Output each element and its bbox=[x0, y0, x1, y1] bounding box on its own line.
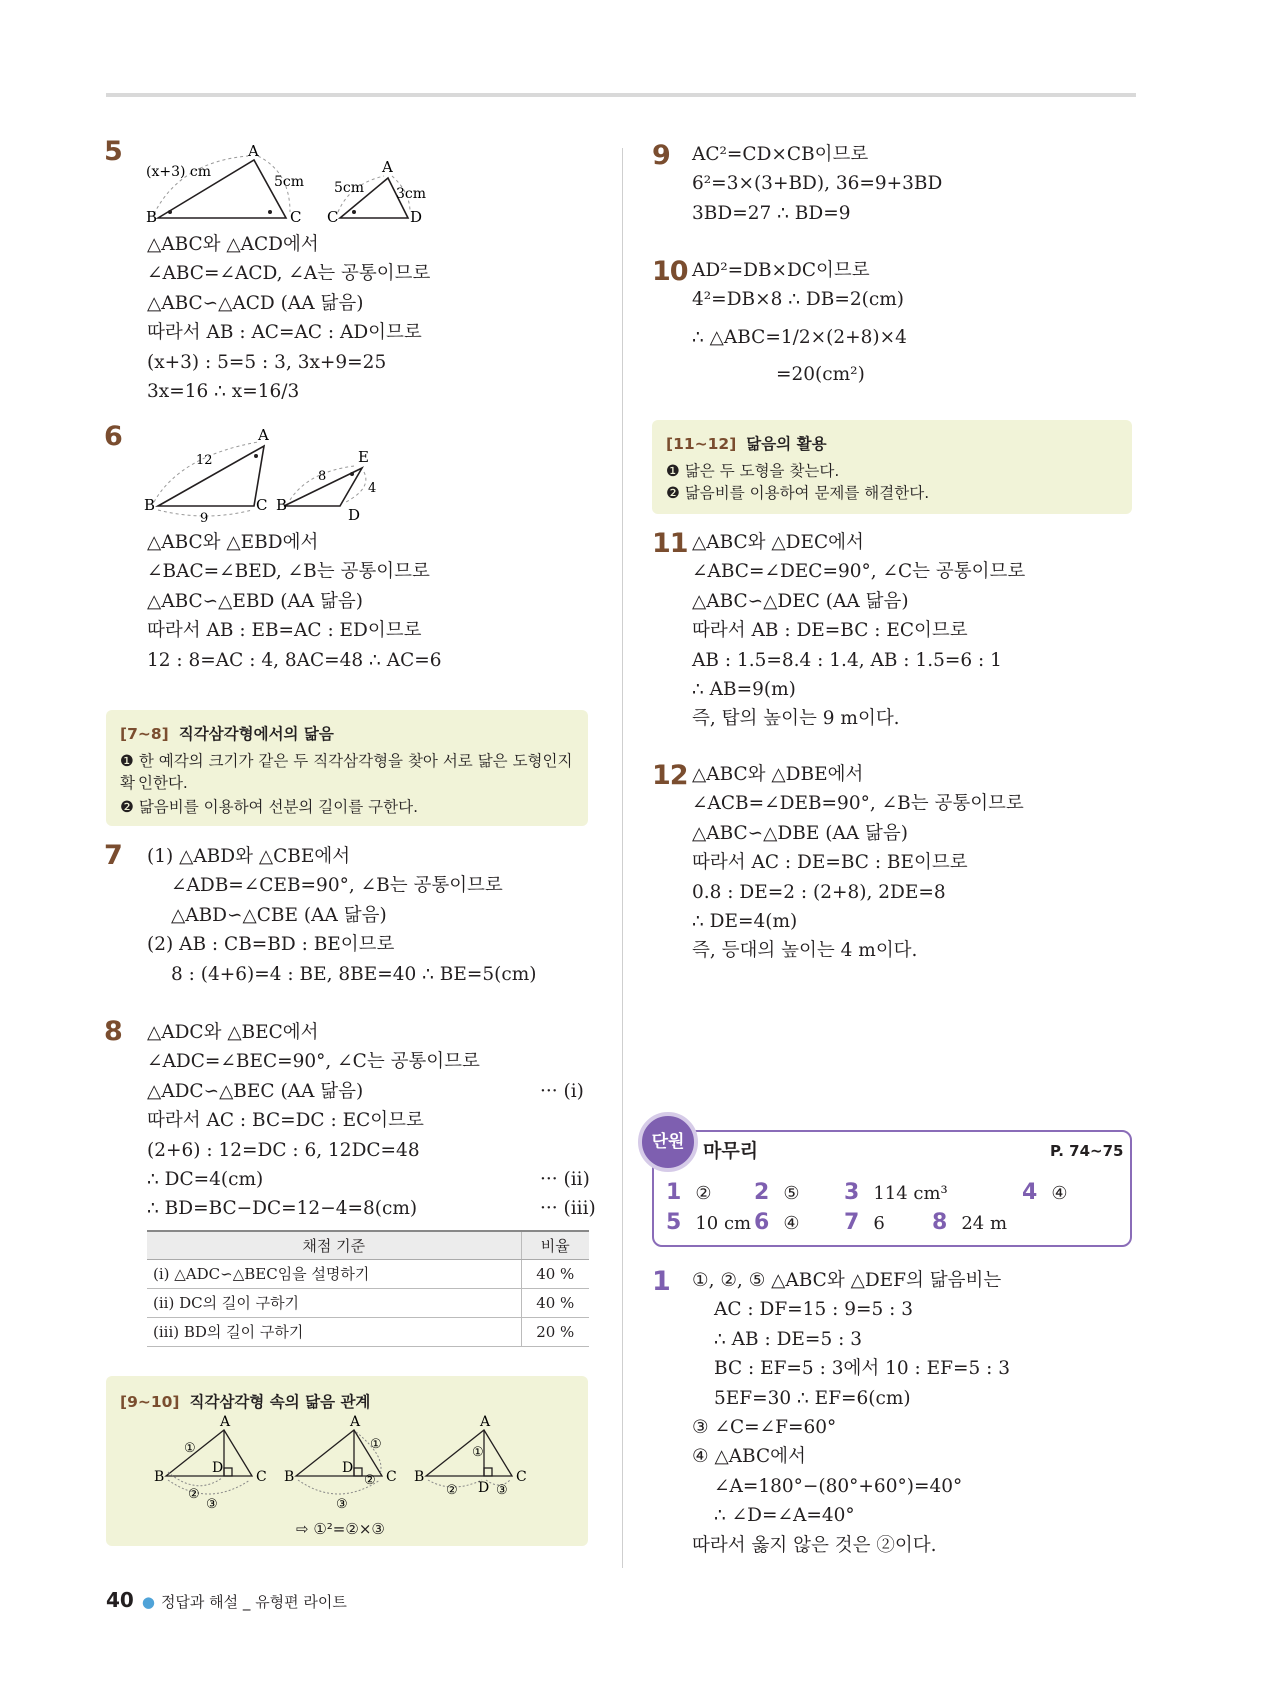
label-D: D bbox=[212, 1460, 224, 1476]
relation-formula: ⇨ ①²=②×③ bbox=[296, 1520, 385, 1538]
solution-line: 3BD=27 ∴ BD=9 bbox=[692, 202, 851, 224]
solution-line: AD²=DB×DC이므로 bbox=[692, 260, 870, 281]
solution-line: ∠ABC=∠DEC=90°, ∠C는 공통이므로 bbox=[692, 561, 1026, 583]
table-cell: (iii) BD의 길이 구하기 bbox=[147, 1317, 521, 1346]
solution-line: 8 : (4+6)=4 : BE, 8BE=40 ∴ BE=5(cm) bbox=[171, 963, 537, 985]
solution-line: △ABC와 △DEC에서 bbox=[692, 532, 864, 553]
label-B: B bbox=[144, 496, 156, 514]
problem-number-11: 11 bbox=[652, 528, 688, 559]
label-C: C bbox=[256, 496, 268, 514]
table-cell: 40 % bbox=[521, 1259, 589, 1288]
column-divider bbox=[622, 148, 623, 1568]
solution-line: 따라서 AC : DE=BC : BE이므로 bbox=[692, 852, 968, 874]
table-cell: 40 % bbox=[521, 1288, 589, 1317]
angle-mark bbox=[268, 210, 272, 214]
solution-line: △ADC와 △BEC에서 bbox=[147, 1022, 319, 1043]
q6-solution bbox=[147, 528, 442, 675]
q9-solution bbox=[692, 140, 942, 228]
label-D: D bbox=[478, 1480, 490, 1496]
tip-item: ❷ 닮음비를 이용하여 선분의 길이를 구한다. bbox=[120, 798, 418, 816]
problem-number-8: 8 bbox=[104, 1016, 122, 1047]
solution-line: ∴ ∠D=∠A=40° bbox=[714, 1505, 855, 1527]
right-triangle-diagrams bbox=[146, 1416, 566, 1516]
answer-item: 8 24 m bbox=[932, 1210, 1008, 1235]
answer-item: 3 114 cm³ bbox=[844, 1180, 948, 1205]
q5-solution bbox=[147, 230, 430, 406]
problem-number-6: 6 bbox=[104, 421, 122, 452]
label-C: C bbox=[386, 1469, 397, 1485]
solution-line: (2) AB : CB=BD : BE이므로 bbox=[147, 934, 395, 956]
solution-line: (x+3) : 5=5 : 3, 3x+9=25 bbox=[147, 351, 387, 373]
answer-item: 7 6 bbox=[844, 1210, 885, 1235]
angle-mark bbox=[350, 472, 354, 476]
unit-badge: 단원 bbox=[638, 1112, 698, 1172]
solution-line: △ABC∽△EBD (AA 닮음) bbox=[147, 590, 363, 612]
q11-solution bbox=[692, 528, 1025, 734]
side-label: 5cm bbox=[334, 180, 365, 196]
solution-line: (2+6) : 12=DC : 6, 12DC=48 bbox=[147, 1139, 420, 1161]
step-mark-i: ··· (i) bbox=[540, 1081, 584, 1102]
label-B: B bbox=[276, 496, 288, 514]
solution-line: AC : DF=15 : 9=5 : 3 bbox=[714, 1299, 914, 1321]
answer-item: 2 ⑤ bbox=[754, 1180, 800, 1205]
label-A: A bbox=[480, 1414, 491, 1430]
answer-item: 6 ④ bbox=[754, 1210, 800, 1235]
solution-line: 6²=3×(3+BD), 36=9+3BD bbox=[692, 173, 943, 195]
label-B: B bbox=[414, 1469, 425, 1485]
label-D: D bbox=[410, 208, 423, 226]
segment-label: ② bbox=[188, 1487, 200, 1502]
solution-line: △ABC∽△DBE (AA 닮음) bbox=[692, 822, 908, 844]
problem-number-5: 5 bbox=[104, 136, 122, 167]
angle-mark bbox=[254, 454, 258, 458]
segment-label: ① bbox=[370, 1437, 382, 1452]
solution-line: 0.8 : DE=2 : (2+8), 2DE=8 bbox=[692, 881, 946, 903]
solution-line: ∴ DC=4(cm) bbox=[147, 1168, 264, 1190]
q6-figure bbox=[140, 426, 400, 526]
segment-label: ③ bbox=[206, 1497, 218, 1512]
side-label: 12 bbox=[196, 453, 213, 468]
solution-line: ①, ②, ⑤ △ABC와 △DEF의 닮음비는 bbox=[692, 1270, 1002, 1291]
solution-line: 즉, 탑의 높이는 9 m이다. bbox=[692, 708, 900, 730]
step-mark-ii: ··· (ii) bbox=[540, 1169, 590, 1190]
tip-item: 인한다. bbox=[138, 774, 188, 792]
solution-line: 5EF=30 ∴ EF=6(cm) bbox=[714, 1387, 911, 1409]
solution-line: △ABC와 △EBD에서 bbox=[147, 532, 319, 553]
solution-line: △ABC와 △ACD에서 bbox=[147, 234, 319, 255]
q8-solution bbox=[147, 1018, 480, 1224]
table-cell: 20 % bbox=[521, 1317, 589, 1346]
segment-label: ① bbox=[472, 1445, 484, 1460]
solution-line: 따라서 AB : EB=AC : ED이므로 bbox=[147, 620, 422, 642]
segment-label: ② bbox=[364, 1473, 376, 1488]
solution-line: △ADC∽△BEC (AA 닮음) bbox=[147, 1080, 364, 1102]
table-cell: (i) △ADC∽△BEC임을 설명하기 bbox=[147, 1259, 521, 1288]
step-mark-iii: ··· (iii) bbox=[540, 1198, 596, 1219]
page-footer: 40 ● 정답과 해설 _ 유형편 라이트 bbox=[106, 1588, 347, 1612]
problem-number-10: 10 bbox=[652, 256, 688, 287]
solution-line: △ABC∽△DEC (AA 닮음) bbox=[692, 590, 909, 612]
q7-solution bbox=[147, 842, 537, 989]
tip-box-7-8 bbox=[106, 710, 588, 826]
problem-number-9: 9 bbox=[652, 140, 670, 171]
label-A: A bbox=[220, 1414, 231, 1430]
solution-line: ∠BAC=∠BED, ∠B는 공통이므로 bbox=[147, 561, 430, 583]
label-C: C bbox=[256, 1469, 267, 1485]
side-label: 8 bbox=[318, 469, 327, 484]
solution-line: 따라서 AB : AC=AC : AD이므로 bbox=[147, 322, 422, 344]
problem-number-7: 7 bbox=[104, 840, 122, 871]
solution-line: ∴ △ABC=1/2×(2+8)×4 bbox=[692, 326, 907, 348]
page-number: 40 bbox=[106, 1588, 134, 1612]
solution-line: △ABD∽△CBE (AA 닮음) bbox=[171, 904, 387, 926]
solution-line: ④ △ABC에서 bbox=[692, 1446, 806, 1468]
solution-line: BC : EF=5 : 3에서 10 : EF=5 : 3 bbox=[714, 1358, 1010, 1380]
problem-number-12: 12 bbox=[652, 760, 688, 791]
segment-label: ③ bbox=[336, 1497, 348, 1512]
solution-line: =20(cm²) bbox=[776, 364, 865, 386]
side-label: 4 bbox=[368, 481, 377, 496]
label-B: B bbox=[146, 208, 158, 226]
solution-line: 따라서 AB : DE=BC : EC이므로 bbox=[692, 620, 968, 642]
tip-box-title: [9~10] 직각삼각형 속의 닮음 관계 bbox=[120, 1393, 371, 1411]
solution-line: 12 : 8=AC : 4, 8AC=48 ∴ AC=6 bbox=[147, 649, 442, 671]
solution-line: AB : 1.5=8.4 : 1.4, AB : 1.5=6 : 1 bbox=[692, 649, 1002, 671]
solution-line: ∴ AB : DE=5 : 3 bbox=[714, 1328, 862, 1350]
footer-text: 정답과 해설 _ 유형편 라이트 bbox=[160, 1593, 347, 1611]
solution-line: 즉, 등대의 높이는 4 m이다. bbox=[692, 940, 918, 962]
table-row bbox=[147, 1288, 589, 1317]
label-D: D bbox=[342, 1460, 354, 1476]
scoring-table bbox=[147, 1230, 589, 1347]
solution-line: ∴ AB=9(m) bbox=[692, 678, 796, 700]
solution-line: ∠ADC=∠BEC=90°, ∠C는 공통이므로 bbox=[147, 1051, 480, 1073]
tip-box-title: [11~12] 닮음의 활용 bbox=[666, 435, 827, 453]
solution-line: △ABC∽△ACD (AA 닮음) bbox=[147, 292, 364, 314]
answer-item: 5 10 cm bbox=[666, 1210, 752, 1235]
q12-solution bbox=[692, 760, 1024, 966]
solution-line: AC²=CD×CB이므로 bbox=[692, 144, 869, 165]
table-header: 비율 bbox=[521, 1231, 589, 1259]
solution-line: 따라서 AC : BC=DC : EC이므로 bbox=[147, 1110, 424, 1132]
tip-item: ❷ 닮음비를 이용하여 문제를 해결한다. bbox=[666, 484, 930, 502]
solution-line: 3x=16 ∴ x=16/3 bbox=[147, 380, 300, 402]
side-label: 9 bbox=[200, 511, 209, 526]
review-q1-solution bbox=[692, 1266, 1010, 1560]
side-label: 3cm bbox=[396, 186, 427, 202]
label-C: C bbox=[516, 1469, 527, 1485]
label-D: D bbox=[348, 506, 361, 524]
solution-line: ∠ADB=∠CEB=90°, ∠B는 공통이므로 bbox=[171, 875, 503, 897]
label-A: A bbox=[248, 142, 259, 160]
table-row bbox=[147, 1259, 589, 1288]
solution-line: ∠A=180°−(80°+60°)=40° bbox=[714, 1475, 963, 1497]
tip-box-title: [7~8] 직각삼각형에서의 닮음 bbox=[120, 725, 334, 743]
label-A: A bbox=[258, 426, 269, 444]
tip-item: ❶ 한 예각의 크기가 같은 두 직각삼각형을 찾아 서로 닮은 도형인지 확 bbox=[120, 752, 573, 792]
label-B: B bbox=[284, 1469, 295, 1485]
top-rule bbox=[106, 93, 1136, 97]
label-A: A bbox=[382, 158, 393, 176]
solution-line: 4²=DB×8 ∴ DB=2(cm) bbox=[692, 289, 904, 311]
label-A: A bbox=[350, 1414, 361, 1430]
angle-mark bbox=[168, 210, 172, 214]
review-problem-number-1: 1 bbox=[652, 1266, 670, 1297]
segment-label: ① bbox=[184, 1441, 196, 1456]
answer-item: 1 ② bbox=[666, 1180, 712, 1205]
tip-item: ❶ 닮은 두 도형을 찾는다. bbox=[666, 462, 840, 480]
solution-line: ∠ABC=∠ACD, ∠A는 공통이므로 bbox=[147, 263, 431, 285]
label-C: C bbox=[327, 208, 339, 226]
solution-line: ∠ACB=∠DEB=90°, ∠B는 공통이므로 bbox=[692, 793, 1024, 815]
label-C: C bbox=[290, 208, 302, 226]
angle-mark bbox=[352, 210, 356, 214]
label-B: B bbox=[154, 1469, 165, 1485]
answer-item: 4 ④ bbox=[1022, 1180, 1068, 1205]
table-row bbox=[147, 1317, 589, 1346]
side-label: 5cm bbox=[274, 174, 305, 190]
solution-line: (1) △ABD와 △CBE에서 bbox=[147, 846, 351, 867]
solution-line: ∴ DE=4(m) bbox=[692, 910, 798, 932]
solution-line: ∴ BD=BC−DC=12−4=8(cm) bbox=[147, 1198, 418, 1220]
tip-box-9-10 bbox=[106, 1376, 588, 1546]
label-E: E bbox=[358, 448, 369, 466]
q5-figure bbox=[140, 142, 440, 224]
tip-box-11-12 bbox=[652, 420, 1132, 514]
q10-solution bbox=[692, 256, 907, 390]
side-label: (x+3) cm bbox=[146, 164, 212, 180]
segment-label: ③ bbox=[496, 1483, 508, 1498]
solution-line: 따라서 옳지 않은 것은 ②이다. bbox=[692, 1534, 937, 1556]
table-cell: (ii) DC의 길이 구하기 bbox=[147, 1288, 521, 1317]
segment-label: ② bbox=[446, 1483, 458, 1498]
solution-line: ③ ∠C=∠F=60° bbox=[692, 1416, 837, 1438]
unit-review-page: P. 74~75 bbox=[1050, 1142, 1124, 1160]
unit-review-title: 마무리 bbox=[703, 1140, 759, 1162]
table-header: 채점 기준 bbox=[147, 1231, 521, 1259]
solution-line: △ABC와 △DBE에서 bbox=[692, 764, 864, 785]
